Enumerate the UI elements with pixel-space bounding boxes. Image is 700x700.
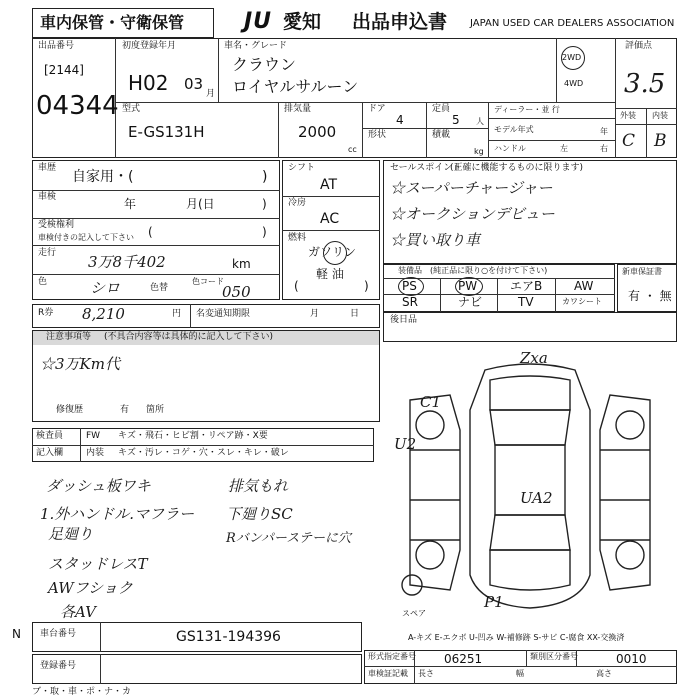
- model-year-unit: 年: [600, 127, 608, 136]
- tax-label: R券: [38, 308, 54, 318]
- equip-leather: カワシート: [562, 297, 602, 306]
- back-block: [383, 312, 677, 342]
- chassis-value: GS131-194396: [176, 629, 281, 645]
- inspection-month-day: 月(日: [186, 197, 215, 211]
- color-swap-label: 色替: [150, 283, 169, 293]
- equip-aw: AW: [574, 279, 594, 293]
- interior-label: 内装: [652, 111, 668, 120]
- diagram-mark-c1: C1: [420, 393, 442, 411]
- fuel-open: (: [294, 279, 299, 293]
- model-code: E-GS131H: [128, 123, 205, 141]
- checker-label-2: 記入欄: [36, 448, 64, 458]
- remark-2: 1.外ハンドル.マフラー: [40, 505, 195, 523]
- remark-6: 各AV: [60, 603, 96, 621]
- score-value: 3.5: [624, 69, 666, 99]
- reg-month-unit: 月: [206, 89, 216, 99]
- mileage-unit: km: [232, 257, 251, 271]
- reg-date-label: 初度登録年月: [122, 41, 177, 51]
- reg-month: 03: [184, 75, 204, 93]
- dims-width: 幅: [516, 669, 524, 678]
- form-title: 出品申込書: [352, 11, 448, 33]
- fuel-close: ): [364, 279, 369, 293]
- org-name: 愛知: [283, 11, 322, 33]
- handle-left: 左: [560, 144, 568, 153]
- mileage-label: 走行: [38, 248, 57, 258]
- back-label: 後日品: [390, 315, 418, 325]
- dims-length: 長さ: [418, 669, 434, 678]
- remark-3: 足廻り: [48, 525, 94, 543]
- association-name: JAPAN USED CAR DEALERS ASSOCIATION: [470, 18, 675, 29]
- load-label: 積載: [432, 130, 451, 140]
- equip-ps-circle: [398, 277, 424, 296]
- equip-pw-circle: [455, 277, 483, 296]
- interior-grade: B: [654, 131, 667, 151]
- selling-point-3: ☆買い取り車: [390, 231, 481, 249]
- shift-label: シフト: [288, 163, 316, 173]
- tax-unit: 円: [172, 309, 182, 319]
- selling-point-2: ☆オークションデビュー: [390, 205, 555, 223]
- ju-logo: JU: [244, 9, 273, 34]
- displacement-label: 排気量: [284, 104, 312, 114]
- history-label: 車歴: [38, 163, 57, 173]
- repair-value: 有: [120, 405, 130, 415]
- chassis-label: 車台番号: [40, 629, 77, 639]
- remark-1: ダッシュ板ワキ: [46, 477, 151, 495]
- inspection-label: 車検: [38, 192, 57, 202]
- history-value: 自家用・(: [72, 169, 134, 185]
- diagram-mark-ua2: UA2: [520, 489, 553, 507]
- fuel-gasoline: ガソリン: [308, 245, 357, 259]
- category-label: 類別区分番号: [530, 652, 578, 661]
- equip-pw: PW: [458, 279, 478, 293]
- load-unit: kg: [474, 147, 484, 156]
- fuel-label: 燃料: [288, 233, 307, 243]
- selling-point-1: ☆スーパーチャージャー: [390, 179, 553, 197]
- warranty-label: 新車保証書: [622, 267, 662, 276]
- spare-label: スペア: [402, 609, 426, 618]
- remark-8: 下廻りSC: [226, 505, 293, 523]
- lot-number: 04344: [36, 91, 119, 121]
- vehicle-name-label: 車名・グレード: [224, 41, 288, 51]
- checker-label-1: 検査員: [36, 431, 64, 441]
- int-items: キズ・汚レ・コゲ・穴・スレ・キレ・破レ: [118, 448, 289, 458]
- doors-label: ドア: [368, 104, 386, 114]
- regno-row: [32, 654, 362, 684]
- color-value: シロ: [90, 279, 121, 297]
- notice-label: 名変通知期限: [196, 309, 251, 319]
- color-code: 050: [222, 283, 251, 301]
- reg-era-year: H02: [128, 71, 169, 95]
- fuel-circle: [323, 241, 347, 265]
- doors: 4: [396, 113, 404, 127]
- warranty-value: 有 ・ 無: [628, 289, 672, 303]
- vehicle-name: クラウン: [232, 55, 297, 74]
- exterior-grade: C: [622, 131, 636, 151]
- fw-items: キズ・飛石・ヒビ割・リペア跡・X要: [118, 431, 268, 441]
- type-spec-value: 06251: [444, 652, 483, 666]
- notice-day: 日: [350, 309, 360, 319]
- inspection-year: 年: [124, 197, 137, 211]
- category-value: 0010: [616, 652, 647, 666]
- lot-code: [2144]: [44, 63, 84, 77]
- damage-legend: A-キズ E-エクボ U-凹み W-補修跡 S-サビ C-腐食 XX-交換済: [408, 633, 625, 642]
- footer-mark: N: [12, 627, 21, 641]
- handle-right: 右: [600, 144, 608, 153]
- cooling-value: AC: [320, 211, 340, 227]
- score-label: 評価点: [625, 41, 653, 51]
- notes-note: (不具合内容等は具体的に記入して下さい): [104, 332, 274, 342]
- footer-docs: ブ・取・車・ポ・ナ・カ: [32, 687, 132, 697]
- selling-points-note: (正確に機能するものに限ります): [450, 163, 584, 173]
- dims-height: 高さ: [596, 669, 612, 678]
- diagram-mark-u2: U2: [394, 435, 417, 453]
- notes-content: ☆3万Km代: [40, 355, 120, 373]
- color-label: 色: [38, 277, 48, 287]
- type-spec-label: 形式指定番号: [368, 652, 416, 661]
- reception-close: ): [262, 225, 267, 239]
- int-label: 内装: [86, 448, 105, 458]
- model-year-label: モデル年式: [494, 125, 534, 134]
- drive-4wd: 4WD: [564, 79, 584, 88]
- remark-9: Rバンパーステーに穴: [226, 531, 351, 546]
- tax-value: 8,210: [82, 305, 125, 323]
- repair-label: 修復歴: [56, 405, 84, 415]
- model-label: 型式: [122, 104, 141, 114]
- fw-label: FW: [86, 431, 101, 441]
- dims-label: 車検証記載: [368, 669, 408, 678]
- color-code-label: 色コード: [192, 277, 224, 286]
- equip-navi: ナビ: [458, 295, 483, 309]
- repair-place: 箇所: [146, 405, 165, 415]
- equipment-note: (純正品に限り○を付けて下さい): [430, 266, 548, 275]
- equip-tv: TV: [518, 295, 534, 309]
- remark-7: 排気もれ: [228, 477, 289, 495]
- shift-value: AT: [320, 177, 338, 193]
- reception-open: (: [148, 225, 153, 239]
- inspection-close: ): [262, 197, 267, 211]
- diagram-mark-p1: P1: [484, 593, 504, 611]
- selling-points-label: セールスポイント: [390, 163, 462, 173]
- reception-label: 受検権利: [38, 220, 75, 230]
- mileage-value: 3万8千402: [88, 253, 166, 271]
- remark-5: AWフショク: [48, 579, 133, 597]
- shape-label: 形状: [368, 130, 387, 140]
- vehicle-grade: ロイヤルサルーン: [232, 77, 359, 96]
- fuel-diesel: 軽 油: [316, 267, 344, 281]
- lot-label: 出品番号: [38, 41, 75, 51]
- displacement-unit: cc: [348, 145, 357, 154]
- drive-2wd: 2WD: [562, 53, 582, 62]
- remark-4: スタッドレスT: [48, 555, 148, 573]
- equip-sr: SR: [402, 295, 418, 309]
- equip-ps: PS: [402, 279, 417, 293]
- cooling-label: 冷房: [288, 198, 307, 208]
- regno-label: 登録番号: [40, 661, 77, 671]
- equipment-label: 装備品: [398, 266, 422, 275]
- seats: 5: [452, 113, 460, 127]
- dealer-label: ディーラー・並 行: [494, 105, 560, 114]
- notice-month: 月: [310, 309, 320, 319]
- equip-airbag: エアB: [510, 279, 543, 293]
- exterior-label: 外装: [620, 111, 636, 120]
- notes-label: 注意事項等: [46, 332, 92, 342]
- history-close: ): [262, 169, 268, 185]
- reception-note: 車検付きの記入して下さい: [38, 233, 134, 242]
- handle-label: ハンドル: [494, 144, 526, 153]
- seats-label: 定員: [432, 104, 451, 114]
- seats-unit: 人: [476, 117, 484, 126]
- diagram-mark-front: Zxa: [520, 349, 548, 367]
- storage-label: 車内保管・守衛保管: [40, 13, 185, 32]
- displacement: 2000: [298, 123, 337, 141]
